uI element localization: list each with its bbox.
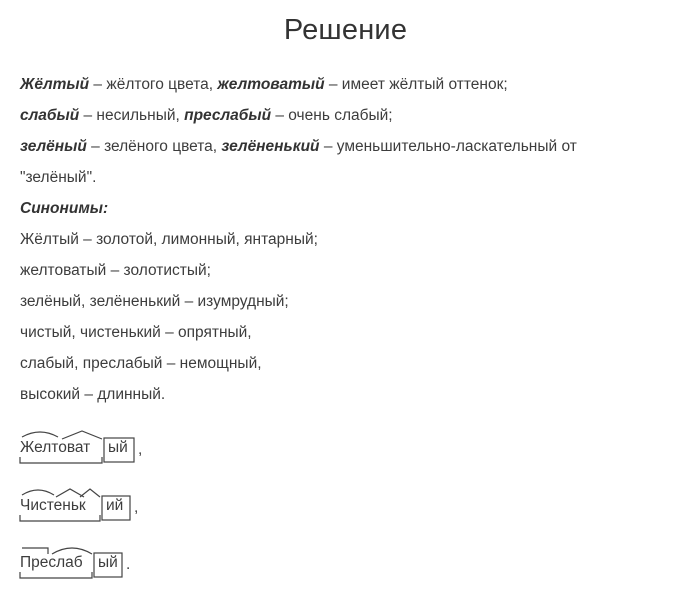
word-stem: Чистеньк	[20, 497, 86, 514]
definition-text: – уменьшительно-ласкательный от	[319, 138, 577, 155]
definition-term: зелёненький	[221, 138, 320, 155]
definition-term: слабый	[20, 107, 80, 124]
synonym-line: Жёлтый – золотой, лимонный, янтарный;	[20, 231, 318, 248]
definition-line	[20, 100, 680, 131]
word-stem: Желтоват	[20, 439, 91, 456]
definition-term: Жёлтый	[20, 76, 90, 93]
definition-text: – зелёного цвета,	[86, 138, 222, 155]
morpheme-analysis	[18, 483, 178, 527]
solution-content	[20, 69, 680, 410]
definition-line	[20, 69, 680, 100]
definition-term: желтоватый	[217, 76, 325, 93]
synonym-line: чистый, чистенький – опрятный,	[20, 324, 252, 341]
punctuation: ,	[134, 499, 139, 516]
punctuation: .	[126, 556, 131, 573]
word-ending: ый	[108, 439, 128, 456]
morpheme-analysis	[18, 540, 178, 584]
definition-line	[20, 131, 680, 162]
synonyms-heading: Синонимы:	[20, 200, 109, 217]
synonym-line: зелёный, зелёненький – изумрудный;	[20, 293, 289, 310]
definition-continuation: "зелёный".	[20, 169, 97, 186]
punctuation: ,	[138, 441, 143, 458]
word-ending: ий	[106, 497, 124, 514]
word-stem: Преслаб	[20, 554, 83, 571]
definition-term: зелёный	[20, 138, 87, 155]
definition-text: – имеет жёлтый оттенок;	[324, 76, 508, 93]
definition-term: преслабый	[184, 107, 272, 124]
synonym-line: высокий – длинный.	[20, 386, 166, 403]
definition-text: – жёлтого цвета,	[89, 76, 218, 93]
word-ending: ый	[98, 554, 118, 571]
morpheme-analysis	[18, 425, 178, 469]
synonym-line: слабый, преслабый – немощный,	[20, 355, 262, 372]
page-title: Решение	[283, 14, 408, 46]
definition-text: – очень слабый;	[271, 107, 393, 124]
definition-text: – несильный,	[79, 107, 185, 124]
synonym-line: желтоватый – золотистый;	[20, 262, 211, 279]
